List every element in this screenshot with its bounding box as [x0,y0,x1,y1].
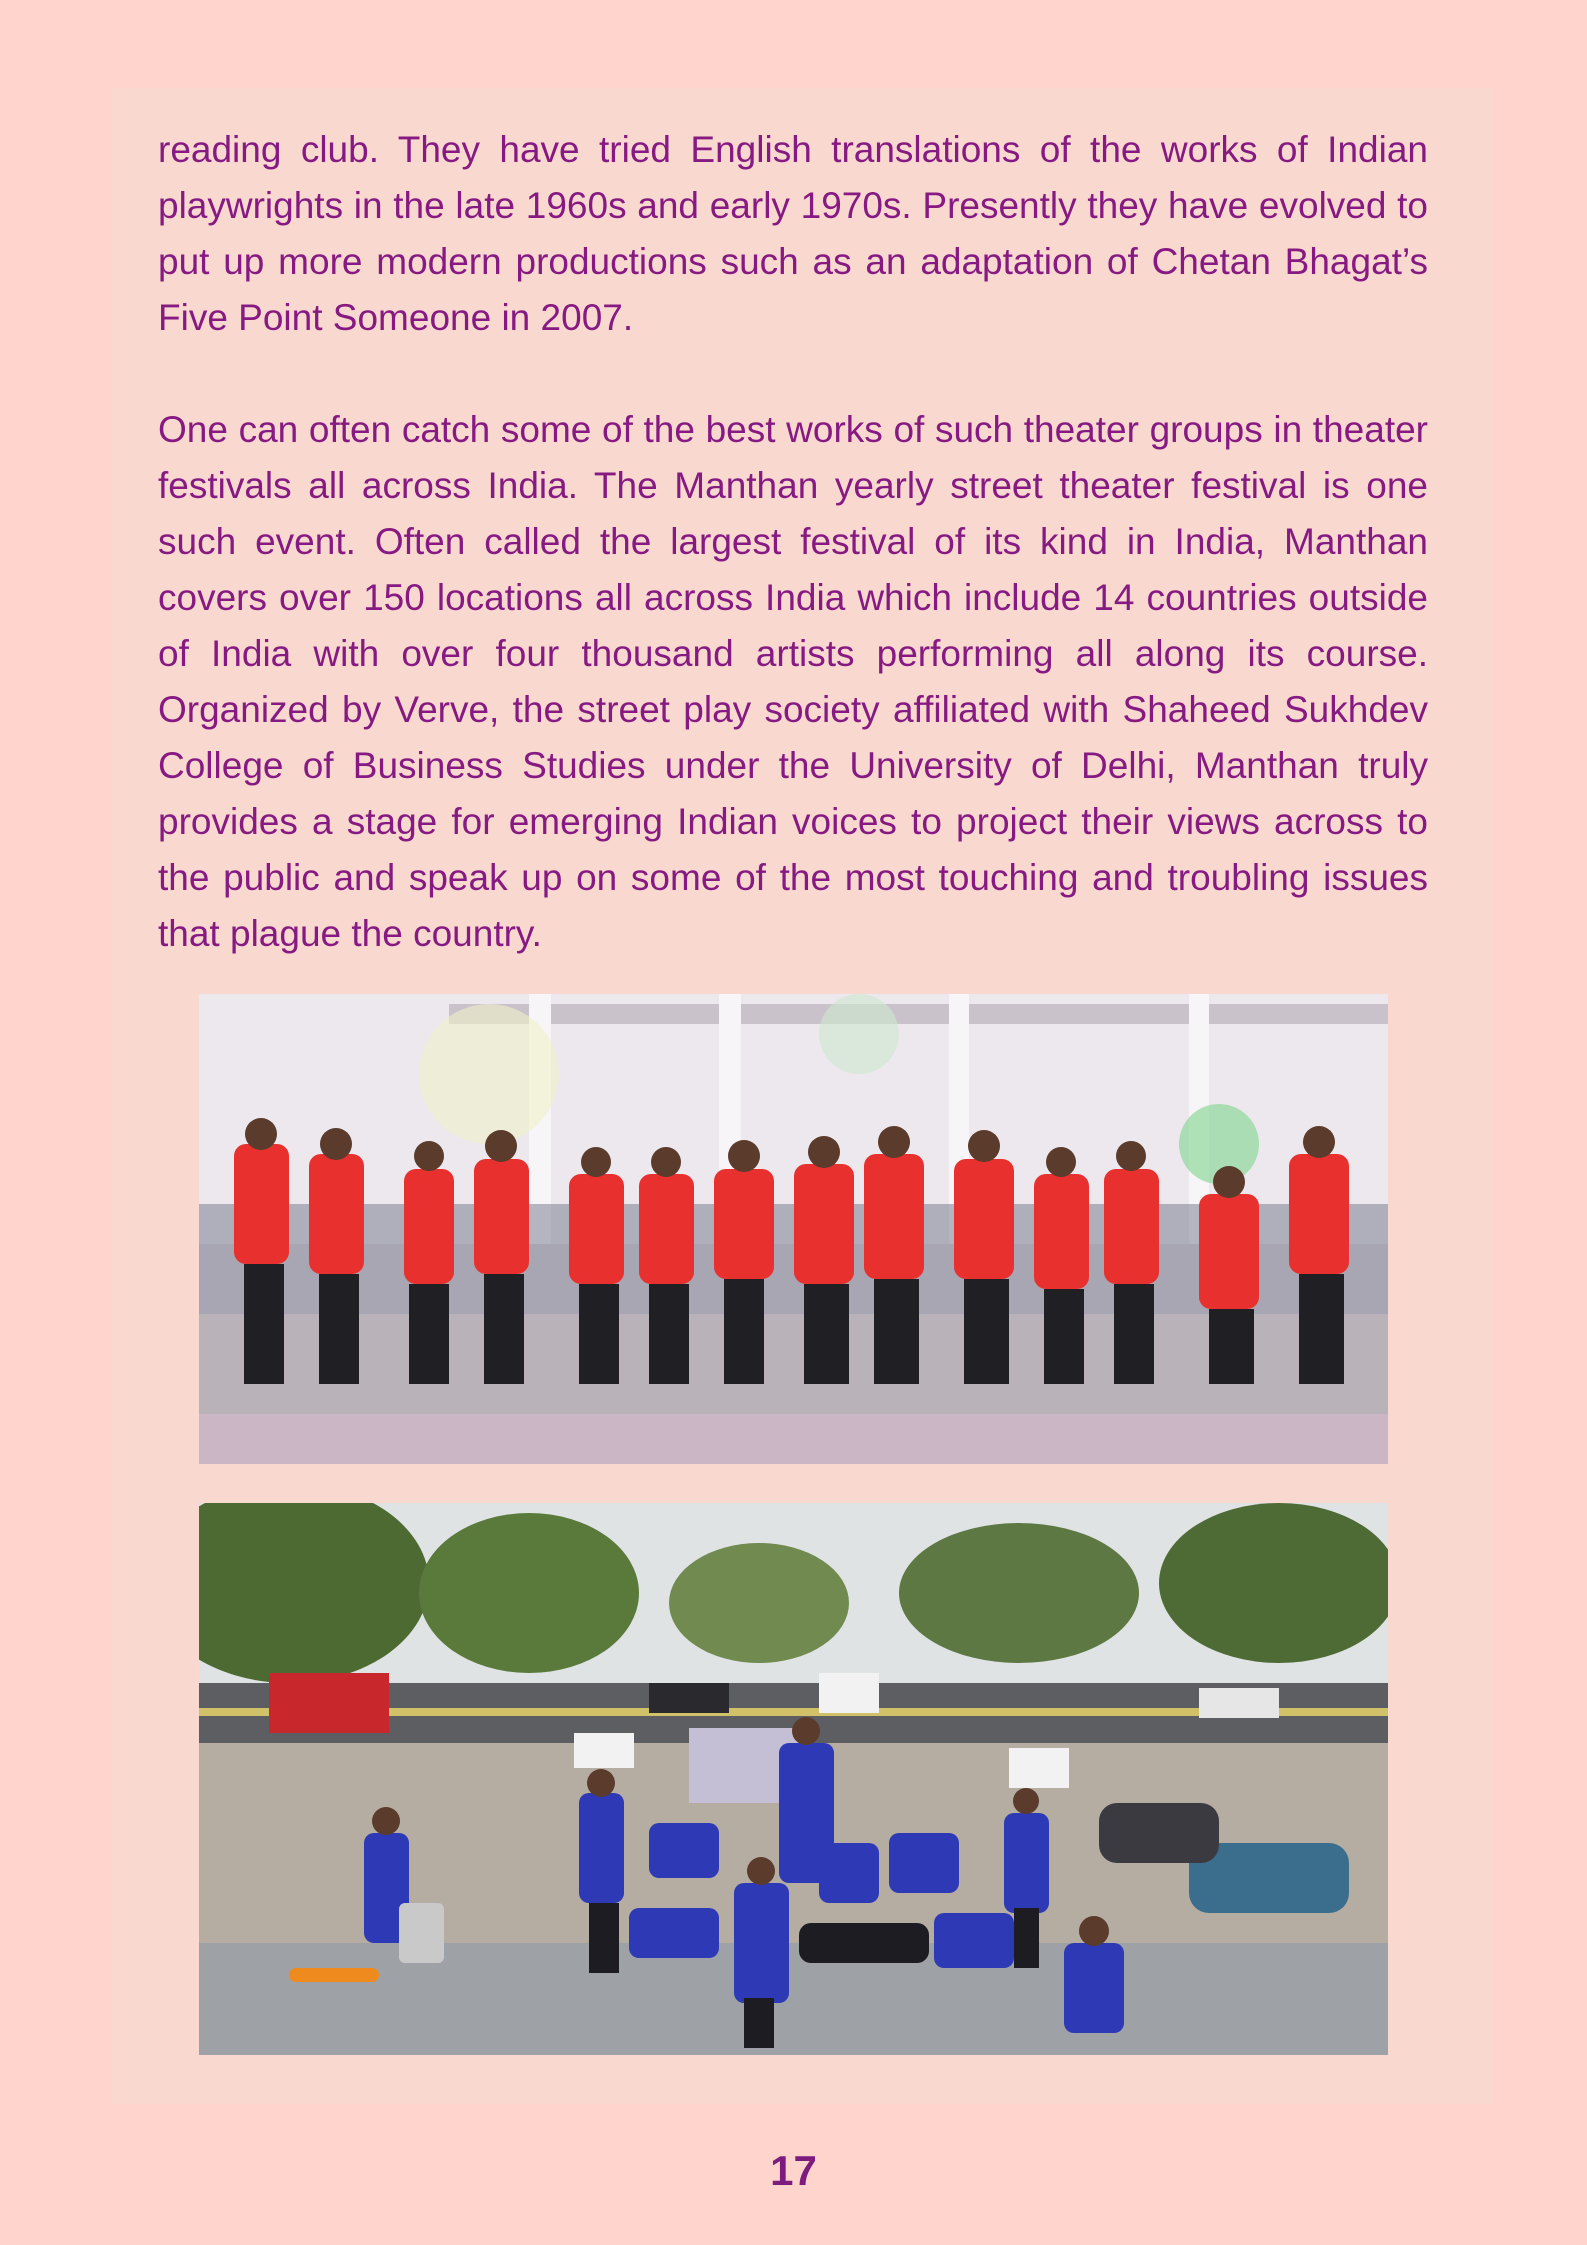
street-theater-red-costume-photo [199,994,1388,1464]
body-paragraph: One can often catch some of the best works of such theater groups in theater festivals all across India. The Manthan yearly street theater festival is one such event. Often called the largest festival of its kind in India, Manthan covers over 150 locations all across India which include 14 countries outside of India with over four thousand artists performing all along its course. Organized by Verve, the street play society affiliated with Shaheed Sukhdev College of Business Studies under the University of Delhi, Manthan truly provides a stage for emerging Indian voices to project their views across to the public and speak up on some of the most touching and troubling issues that plague the country. [158,409,1428,954]
street-theater-blue-costume-photo [199,1503,1388,2055]
page-number: 17 [770,2147,817,2194]
body-paragraph: reading club. They have tried English translations of the works of Indian playwrights in the late 1960s and early 1970s. Presently they have evolved to put up more modern productions such as an adaptation of Chetan Bhagat’s Five Point Someone in 2007. [158,129,1428,338]
